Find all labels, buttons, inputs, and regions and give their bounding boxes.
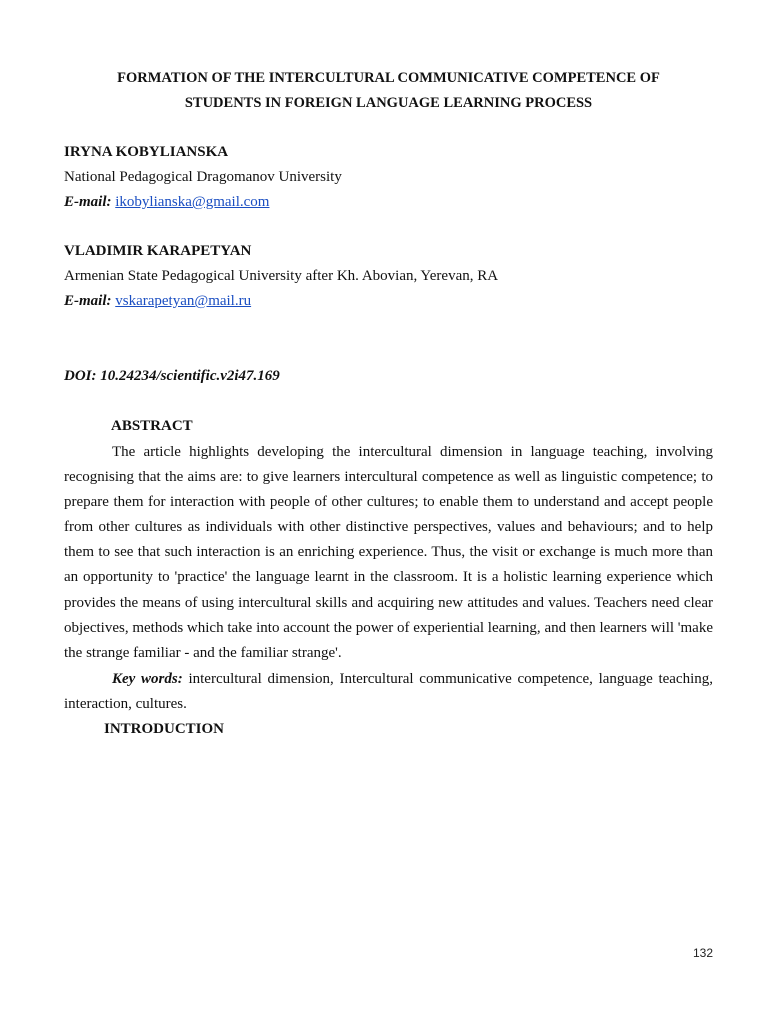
author-block-2 [64, 239, 713, 314]
doi-block [64, 364, 713, 389]
abstract-heading: ABSTRACT [111, 418, 193, 434]
author-email-link[interactable]: vskarapetyan@mail.ru [115, 293, 252, 309]
author-name: IRYNA KOBYLIANSKA [64, 144, 229, 160]
author-block-1 [64, 140, 713, 215]
title-line-1: FORMATION OF THE INTERCULTURAL COMMUNICATIVE COMPETENCE OF [117, 70, 660, 86]
author-email-link[interactable]: ikobylianska@gmail.com [115, 194, 270, 210]
author-affiliation: Armenian State Pedagogical University after Kh. Abovian, Yerevan, RA [64, 268, 499, 284]
keywords-text: intercultural dimension, Intercultural communicative competence, language teaching, interaction, cultures. [64, 671, 714, 712]
keywords-label: Key words: [112, 671, 183, 687]
page-number: 132 [692, 946, 713, 960]
title-line-2: STUDENTS IN FOREIGN LANGUAGE LEARNING PROCESS [184, 95, 593, 111]
keywords-paragraph [64, 667, 713, 717]
paper-title [64, 66, 713, 116]
abstract-text: The article highlights developing the intercultural dimension in language teaching, involving recognising that the aims are: to give learners intercultural competence as well as linguistic competence; to prepare them for interaction with people of other cultures; to enable them to understand and accept people from other cultures as individuals with other distinctive perspectives, values and behaviours; and to help them to see that such interaction is an enriching experience. Thus, the visit or exchange is much more than an opportunity to 'practice' the language learnt in the classroom. It is a holistic learning experience which provides the means of using intercultural skills and acquiring new attitudes and values. Teachers need clear objectives, methods which take into account the power of experiential learning, and then learners will 'make the strange familiar - and the familiar strange'. [64, 444, 713, 661]
email-label: E-mail: [64, 194, 112, 210]
doi-text: DOI: 10.24234/scientific.v2i47.169 [64, 368, 280, 384]
author-email-line [64, 289, 713, 314]
author-name: VLADIMIR KARAPETYAN [64, 243, 252, 259]
email-label: E-mail: [64, 293, 112, 309]
author-affiliation: National Pedagogical Dragomanov University [64, 169, 342, 185]
introduction-heading: INTRODUCTION [104, 721, 225, 737]
author-email-line [64, 190, 713, 215]
